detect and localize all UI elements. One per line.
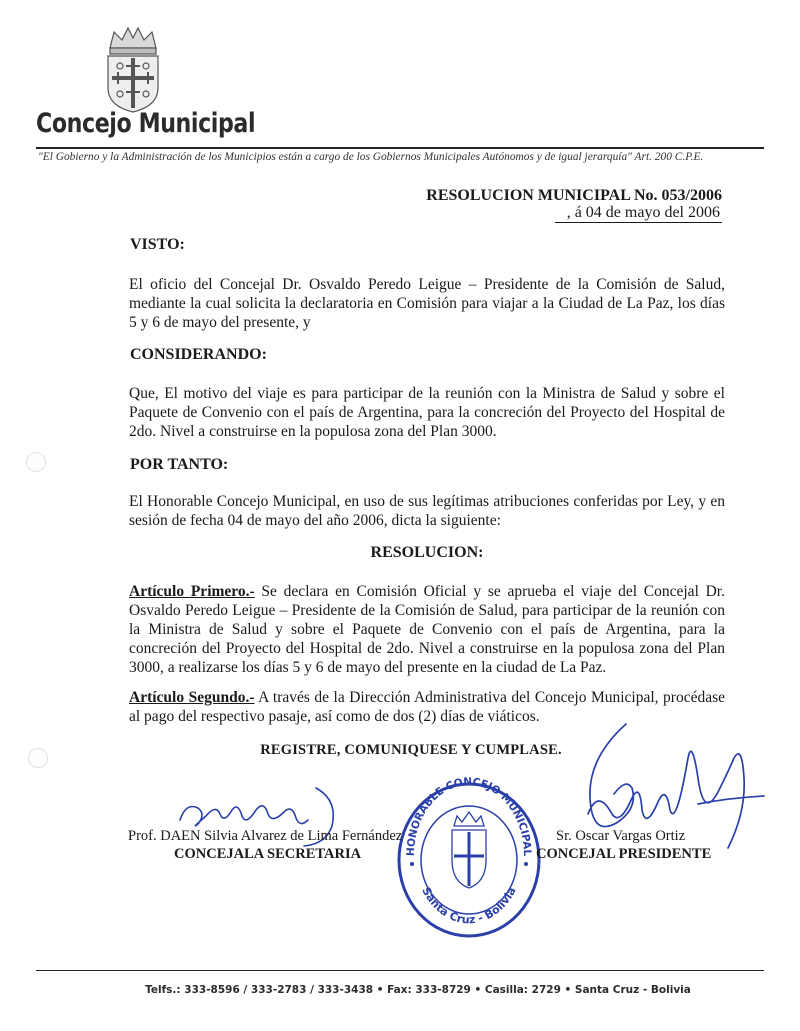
punch-hole bbox=[28, 748, 48, 768]
punch-hole bbox=[26, 452, 46, 472]
organization-name: Concejo Municipal bbox=[36, 108, 256, 139]
resolucion-heading: RESOLUCION: bbox=[370, 544, 484, 561]
por-tanto-heading: POR TANTO: bbox=[130, 456, 229, 473]
left-signatory-name: Prof. DAEN Silvia Alvarez de Lima Fernández bbox=[128, 828, 403, 844]
svg-text:Santa Cruz - Bolivia: Santa Cruz - Bolivia bbox=[419, 884, 519, 927]
article-first bbox=[129, 582, 725, 677]
resolution-number: RESOLUCION MUNICIPAL No. 053/2006 bbox=[426, 187, 722, 204]
article-second-label: Artículo Segundo.- bbox=[129, 689, 255, 706]
coat-of-arms-icon bbox=[100, 26, 166, 114]
considerando-heading: CONSIDERANDO: bbox=[130, 346, 267, 363]
right-signatory-title: CONCEJAL PRESIDENTE bbox=[536, 846, 712, 862]
por-tanto-text: El Honorable Concejo Municipal, en uso de sus legítimas atribuciones conferidas por Ley, y en sesión de fecha 04 de mayo del año 2006, dicta la siguiente: bbox=[129, 493, 725, 529]
article-first-label: Artículo Primero.- bbox=[129, 583, 255, 600]
considerando-text: Que, El motivo del viaje es para participar de la reunión con la Ministra de Salud y sobre el Paquete de Convenio con el país de Argentina, para la concreción del Proyecto del Hospital de 2do. Nivel a construirse en la populosa zona del Plan 3000. bbox=[129, 385, 725, 440]
visto-heading: VISTO: bbox=[130, 236, 185, 253]
article-second-text: A través de la Dirección Administrativa del Concejo Municipal, procédase al pago del respectivo pasaje, así como de dos (2) días de viáticos. bbox=[129, 689, 725, 725]
footer-divider bbox=[36, 970, 764, 971]
right-signatory-name: Sr. Oscar Vargas Ortiz bbox=[556, 828, 686, 844]
article-first-text: Se declara en Comisión Oficial y se aprueba el viaje del Concejal Dr. Osvaldo Peredo Leigue – Presidente de la Comisión de Salud, para participar de la reunión con la Ministra de Salud y sobre el Paquete de Convenio con el país de Argentina, para la concreción del Proyecto del Hospital de 2do. Nivel a construirse en la populosa zona del Plan 3000, a realizarse los días 5 y 6 de mayo del presente en la ciudad de La Paz. bbox=[129, 583, 725, 676]
header-divider bbox=[36, 147, 764, 149]
contact-footer: Telfs.: 333-8596 / 333-2783 / 333-3438 • Fax: 333-8729 • Casilla: 2729 • Santa Cruz - Bolivia bbox=[145, 984, 691, 996]
closing-formula: REGISTRE, COMUNIQUESE Y CUMPLASE. bbox=[260, 742, 562, 758]
svg-text:HONORABLE CONCEJO MUNICIPAL: HONORABLE CONCEJO MUNICIPAL bbox=[404, 775, 534, 857]
left-signatory-title: CONCEJALA SECRETARIA bbox=[174, 846, 362, 862]
visto-text: El oficio del Concejal Dr. Osvaldo Peredo Leigue – Presidente de la Comisión de Salud, mediante la cual solicita la declaratoria en Comisión para viajar a la Ciudad de La Paz, los días 5 y 6 de mayo del presente, y bbox=[129, 276, 725, 331]
constitutional-tagline: "El Gobierno y la Administración de los Municipios están a cargo de los Gobiernos Municipales Autónomos y de igual jerarquía" Art. 200 C.P.E. bbox=[38, 151, 704, 163]
resolution-date: , á 04 de mayo del 2006 bbox=[555, 204, 722, 223]
official-seal-icon bbox=[394, 760, 544, 940]
